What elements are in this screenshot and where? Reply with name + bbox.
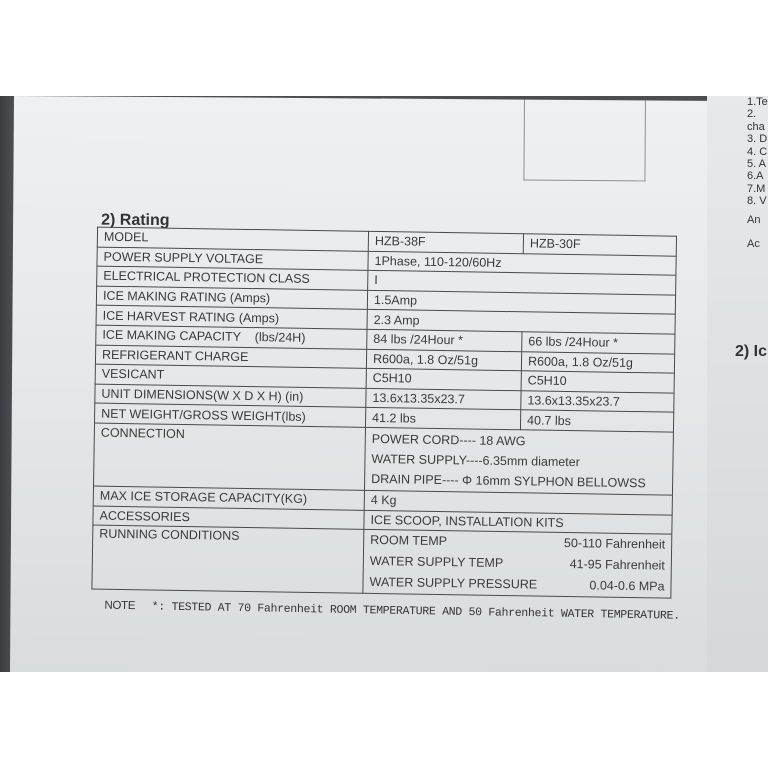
row-value: 4 Kg [364,490,672,514]
row-label: NET WEIGHT/GROSS WEIGHT(lbs) [95,403,366,427]
row-label: REFRIGERANT CHARGE [95,345,366,369]
photo-background [0,96,768,672]
row-label: MAX ICE STORAGE CAPACITY(KG) [93,486,364,510]
adjacent-line: cha [747,120,765,133]
adjacent-line: 8. V [747,195,767,208]
row-label: CONNECTION [94,423,366,490]
row-label: ACCESSORIES [93,506,364,530]
adjacent-line: 5. A [747,158,766,171]
row-label: POWER SUPPLY VOLTAGE [97,247,368,271]
adjacent-line: 4. C [747,145,768,158]
row-value: I [368,271,676,295]
adjacent-line: 2. [747,108,757,121]
row-label: MODEL [97,227,368,251]
model-b: HZB-30F [523,234,676,256]
adjacent-line: An [747,213,761,226]
condition-row [369,572,664,598]
value-a: 41.2 lbs [365,408,520,430]
section-title: 2) Rating [101,211,170,230]
adjacent-heading: 2) Ic [735,343,768,360]
manual-page [10,96,726,672]
row-value: 2.3 Amp [367,310,675,334]
connection-line: DRAIN PIPE---- Φ 16mm SYLPHON BELLOWSS [371,471,646,491]
condition-name: ROOM TEMP [370,533,448,549]
condition-range: 41-95 Fahrenheit [569,557,665,573]
footnote [104,600,680,623]
row-label: RUNNING CONDITIONS [92,525,364,593]
connection-line: WATER SUPPLY----6.35mm diameter [371,451,580,470]
connection-details [364,427,673,495]
value-a: C5H10 [366,368,521,390]
adjacent-line: Ac [747,238,760,251]
adjacent-line: 6.A [747,170,764,183]
condition-range: 0.04-0.6 MPa [589,578,665,594]
condition-name: WATER SUPPLY PRESSURE [369,575,538,592]
note-text: *: TESTED AT 70 Fahrenheit ROOM TEMPERATURE AND 50 Fahrenheit WATER TEMPERATURE. [151,600,680,623]
value-b: C5H10 [521,371,674,393]
adjacent-line: 3. D [747,133,768,146]
row-value: 1Phase, 110-120/60Hz [368,251,676,275]
value-a: 13.6x13.35x23.7 [366,388,521,410]
condition-name: WATER SUPPLY TEMP [369,554,504,571]
value-a: 84 lbs /24Hour * [367,329,522,351]
value-a: R600a, 1.8 Oz/51g [366,349,521,371]
value-b: 66 lbs /24Hour * [522,332,675,354]
row-label: UNIT DIMENSIONS(W X D X H) (in) [95,384,366,408]
bleed-through-text [104,119,107,131]
running-conditions [363,529,672,598]
row-label: ICE HARVEST RATING (Amps) [96,305,367,329]
value-b: 40.7 lbs [520,410,673,432]
figure-box [523,100,646,182]
table-row [92,525,672,598]
rating-table [91,227,677,599]
value-b: R600a, 1.8 Oz/51g [521,351,674,373]
table-row [94,423,674,495]
note-label: NOTE [104,599,136,613]
model-a: HZB-38F [368,231,523,253]
row-label: ELECTRICAL PROTECTION CLASS [97,266,368,290]
adjacent-page-text [747,96,768,250]
row-label: ICE MAKING RATING (Amps) [96,286,367,310]
adjacent-line: 1.Te [747,96,768,108]
value-b: 13.6x13.35x23.7 [521,391,674,413]
row-label: ICE MAKING CAPACITY (lbs/24H) [96,325,367,349]
connection-line: POWER CORD---- 18 AWG [371,431,526,449]
row-label: VESICANT [95,364,366,388]
row-value: 1.5Amp [367,290,675,314]
row-value: ICE SCOOP, INSTALLATION KITS [364,510,672,534]
condition-range: 50-110 Fahrenheit [563,536,666,552]
adjacent-line: 7.M [747,182,766,195]
